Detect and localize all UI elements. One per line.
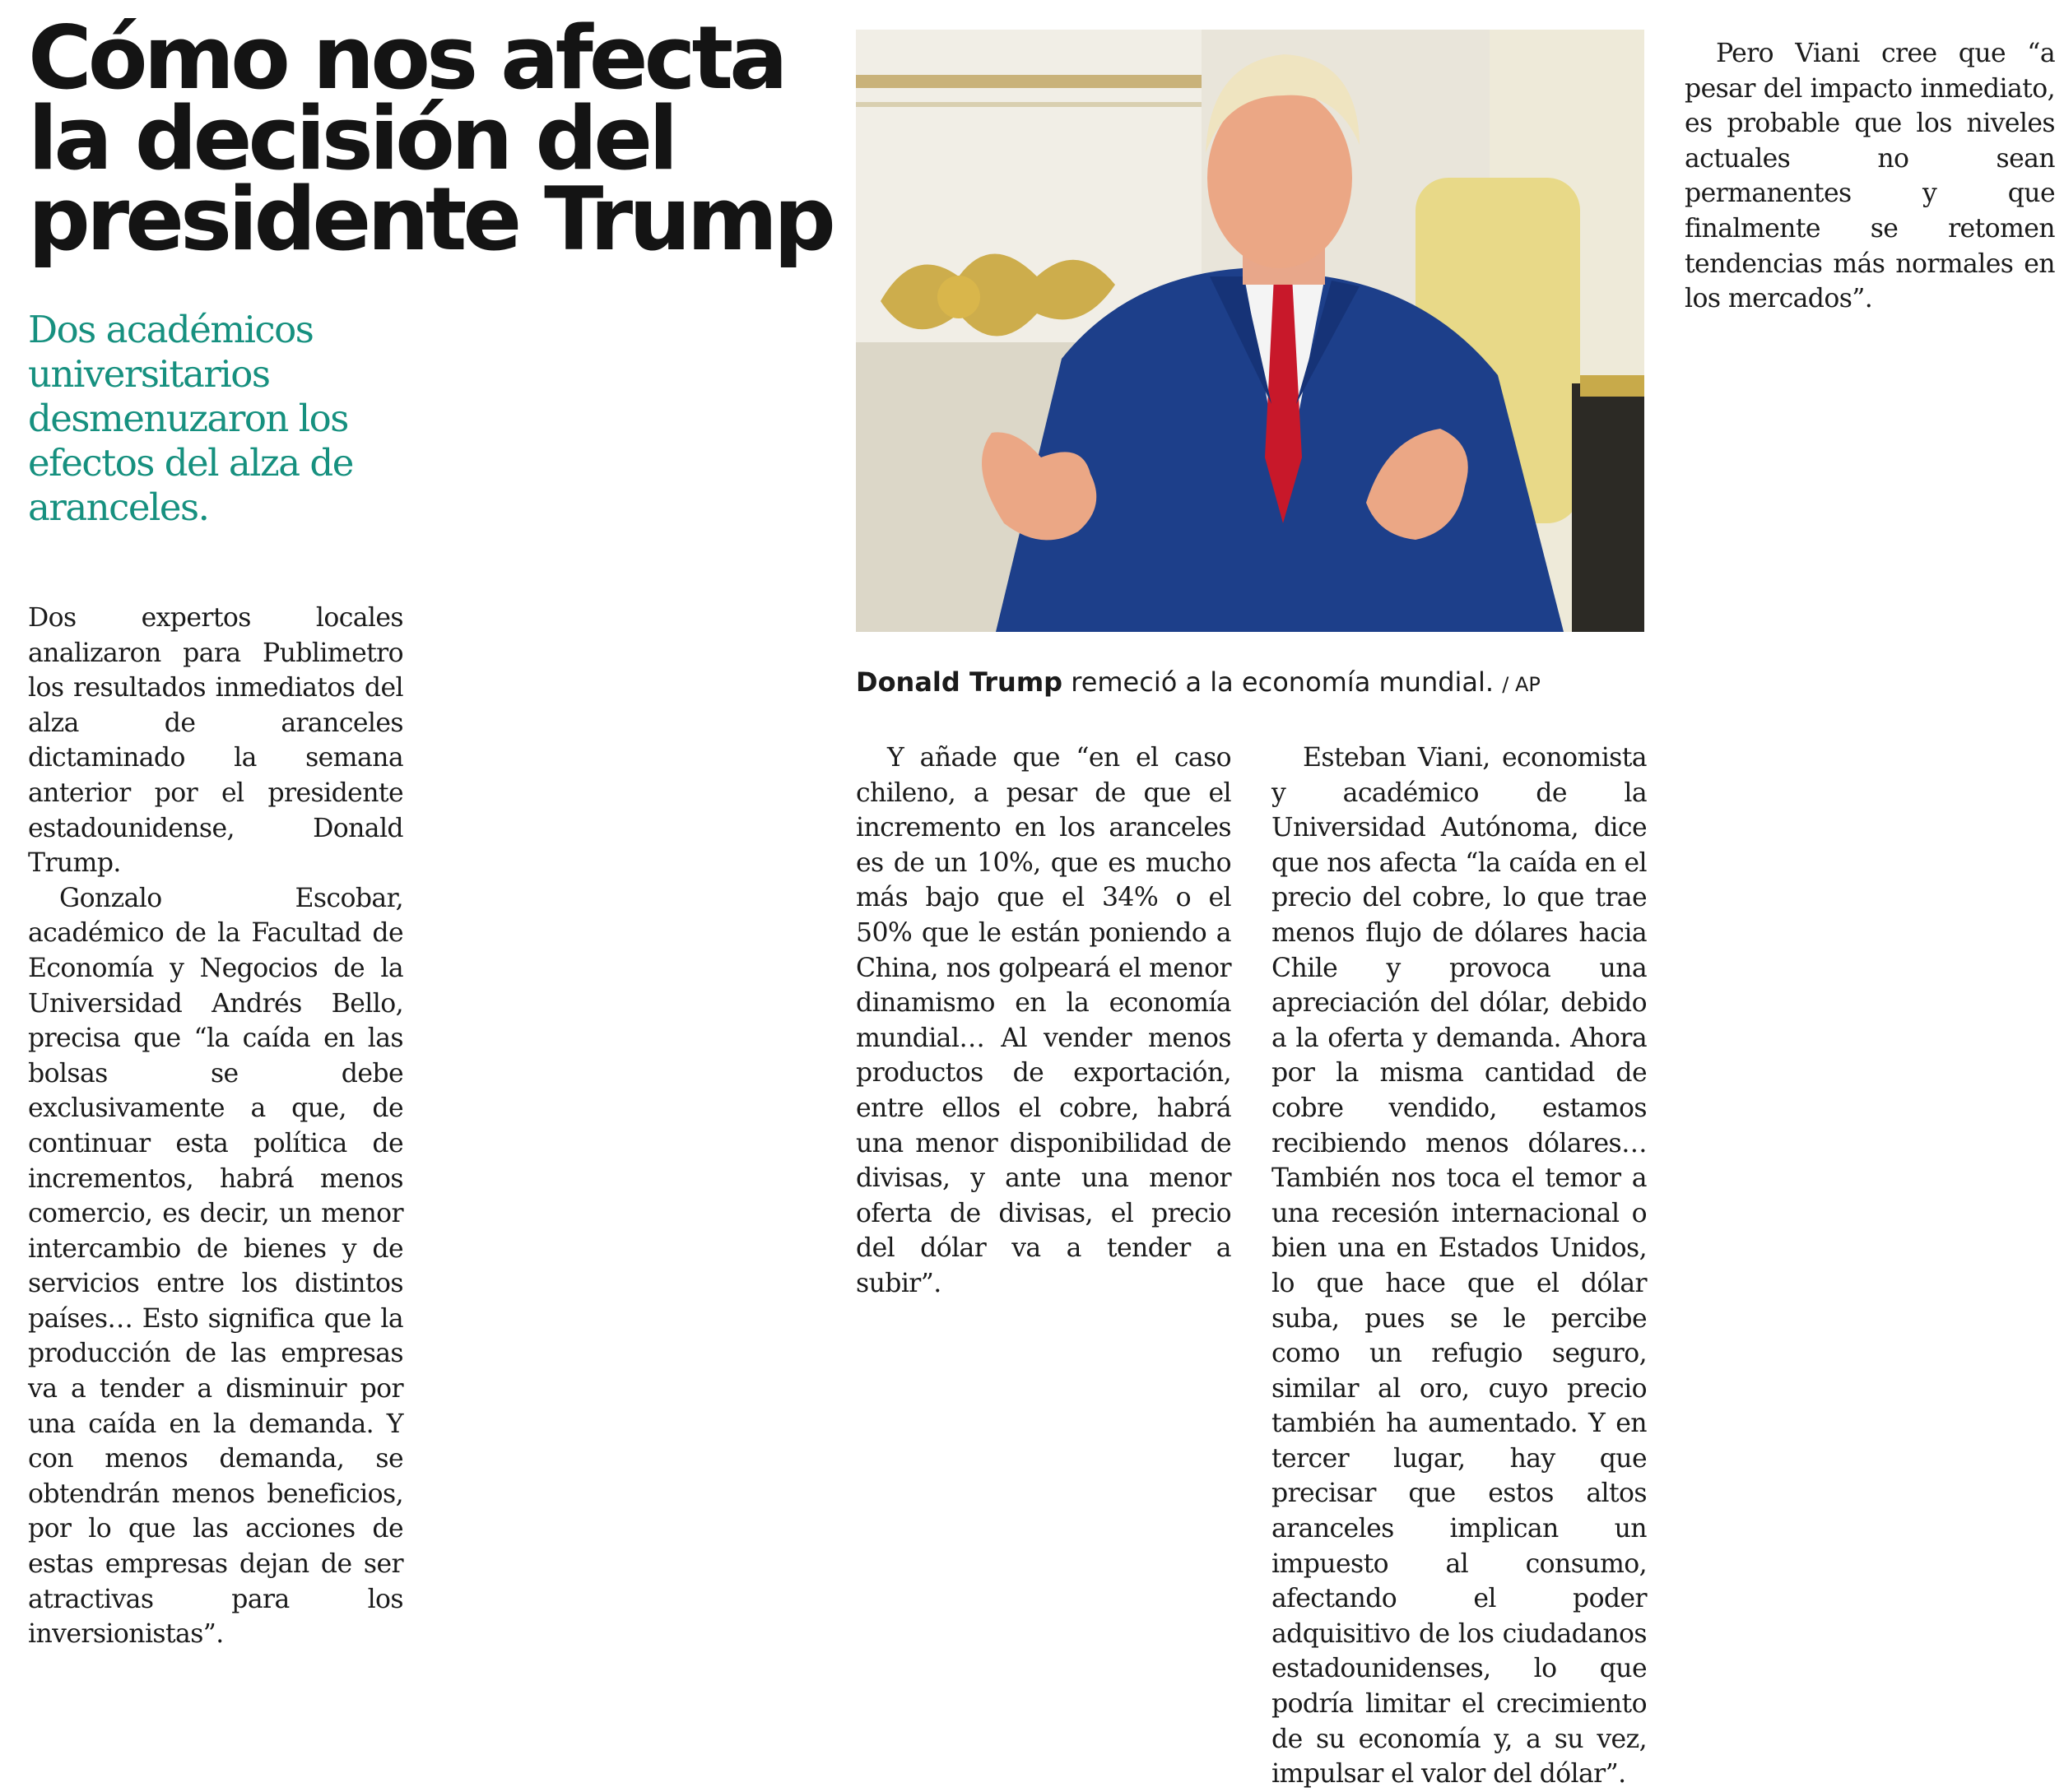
headline xyxy=(28,7,832,270)
body-paragraph-viani: Esteban Viani, economista y académico de la Universidad Autónoma, dice que nos afecta “la caída en el precio del cobre, lo que trae menos flujo de dólares hacia Chile y provoca una apreciación del dólar, debido a la oferta y demanda. Ahora por la misma cantidad de cobre vendido, estamos recibiendo menos dólares… También nos toca el temor a una recesión internacional o bien una en Estados Unidos, lo que hace que el dólar suba, pues se le percibe como un refugio seguro, similar al oro, cuyo precio también ha aumentado. Y en tercer lugar, hay que precisar que estos altos aranceles implican un impuesto al consumo, afectando el poder adquisitivo de los ciudadanos estadounidenses, lo que podría limitar el crecimiento de su economía y, a su vez, impulsar el valor del dólar”. xyxy=(1271,743,1647,1790)
caption-name: Donald Trump xyxy=(856,666,1063,698)
body-paragraph-intro: Dos expertos locales analizaron para Publimetro los resultados inmediatos del alza de aranceles dictaminado la semana anterior por el presidente estadounidense, Donald Trump. xyxy=(28,603,403,879)
body-column-1 xyxy=(28,601,403,1652)
body-paragraph-escobar-quote: Y añade que “en el caso chileno, a pesar de que el incremento en los aranceles es de un 10%, que es mucho más bajo que el 34% o el 50% que le están poniendo a China, nos golpeará el menor dinamismo en la economía mundial… Al vender menos productos de exportación, entre ellos el cobre, habrá una menor disponibilidad de divisas, y ante una menor oferta de divisas, el precio del dólar va a tender a subir”. xyxy=(856,743,1231,1298)
headline-line: presidente Trump xyxy=(28,169,832,270)
body-column-4 xyxy=(1271,740,1647,1792)
body-column-3 xyxy=(856,740,1231,1302)
body-paragraph-viani-conclusion: Pero Viani cree que “a pesar del impacto inmediato, es probable que los niveles actuales no sean permanentes y que finalmente se retomen tendencias más normales en los mercados”. xyxy=(1685,39,2055,314)
caption-credit: / AP xyxy=(1502,673,1541,696)
body-paragraph-escobar: Gonzalo Escobar, académico de la Facultad de Economía y Negocios de la Universidad Andrés Bello, precisa que “la caída en las bolsas se debe exclusivamente a que, de continuar esta política de incrementos, habrá menos comercio, es decir, un menor intercambio de bienes y de servicios entre los distintos países… Esto significa que la producción de las empresas va a tender a disminuir por una caída en la demanda. Y con menos demanda, se obtendrán menos beneficios, por lo que las acciones de estas empresas dejan de ser atractivas para los inversionistas”. xyxy=(28,883,403,1650)
headline-line: la decisión del xyxy=(28,88,675,189)
headline-line: Cómo nos afecta xyxy=(28,7,784,109)
deck-subtitle: Dos académicos universitarios desmenuzaron los efectos del alza de aranceles. xyxy=(28,308,353,529)
caption-text: remeció a la economía mundial. xyxy=(1062,666,1503,698)
body-column-5 xyxy=(1685,36,2055,317)
trump-photo xyxy=(856,30,1644,632)
photo-caption xyxy=(856,666,1644,698)
